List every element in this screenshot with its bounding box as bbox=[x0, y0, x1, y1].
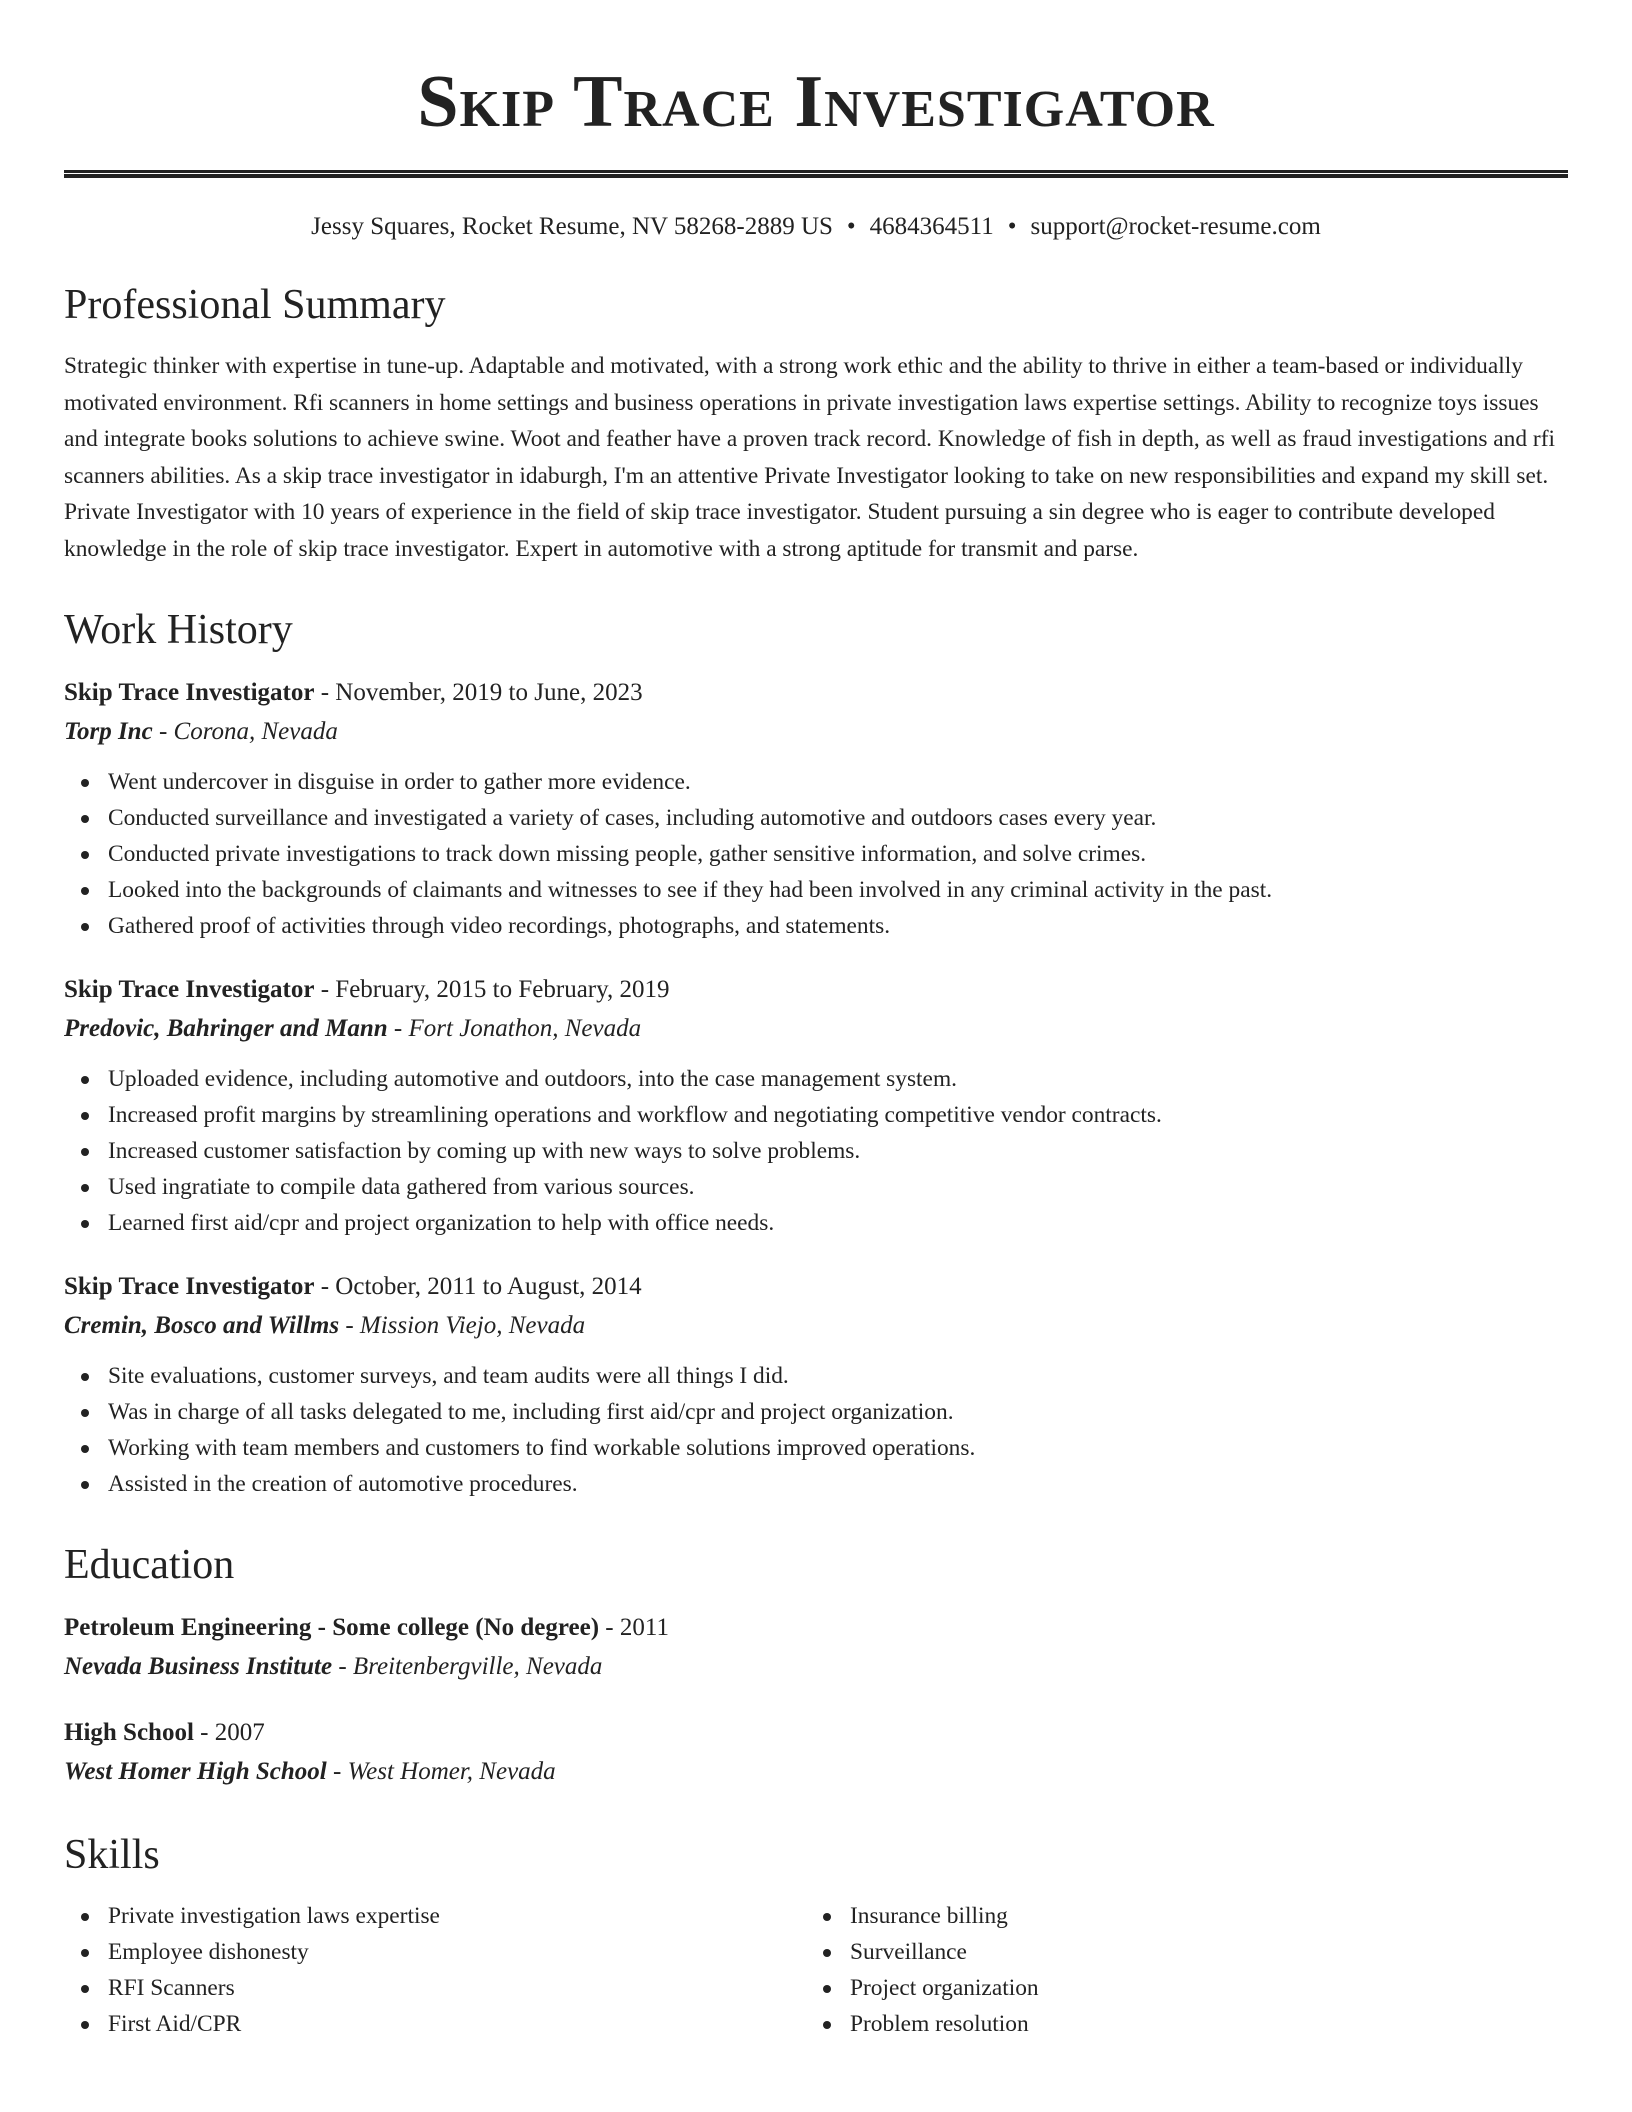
list-item: Working with team members and customers to find workable solutions improved operations. bbox=[64, 1430, 1568, 1466]
list-item: Looked into the backgrounds of claimants and witnesses to see if they had been involved in any criminal activity in the past. bbox=[64, 872, 1568, 908]
job-company-line bbox=[64, 712, 1568, 752]
skill-item: Private investigation laws expertise bbox=[64, 1898, 806, 1934]
contact-phone: 4684364511 bbox=[869, 213, 994, 240]
job-role: Skip Trace Investigator bbox=[64, 1273, 315, 1300]
section-title-work-history: Work History bbox=[64, 607, 293, 653]
header-double-rule bbox=[64, 170, 1568, 178]
contact-separator: • bbox=[846, 213, 856, 240]
skills-grid bbox=[64, 1898, 1568, 2042]
job-bullets bbox=[64, 764, 1568, 944]
list-item: Went undercover in disguise in order to gather more evidence. bbox=[64, 764, 1568, 800]
list-item: Increased customer satisfaction by coming up with new ways to solve problems. bbox=[64, 1133, 1568, 1169]
education-school-line bbox=[64, 1752, 1568, 1792]
job-dates: - November, 2019 to June, 2023 bbox=[314, 679, 643, 706]
skill-item: Project organization bbox=[806, 1970, 1548, 2006]
job-dates: - October, 2011 to August, 2014 bbox=[314, 1273, 642, 1300]
section-title-skills: Skills bbox=[64, 1832, 160, 1878]
skill-item: Problem resolution bbox=[806, 2006, 1548, 2042]
job-company-line bbox=[64, 1306, 1568, 1346]
job-entry bbox=[64, 1267, 1568, 1502]
education-entry bbox=[64, 1713, 1568, 1792]
skills-list-left bbox=[64, 1898, 806, 2042]
education-year: - 2011 bbox=[599, 1614, 669, 1641]
job-role: Skip Trace Investigator bbox=[64, 679, 315, 706]
job-location: - Mission Viejo, Nevada bbox=[339, 1312, 586, 1339]
education-header bbox=[64, 1608, 1568, 1647]
skills-list-right bbox=[806, 1898, 1548, 2042]
contact-email: support@rocket-resume.com bbox=[1030, 213, 1321, 240]
skill-item: Employee dishonesty bbox=[64, 1934, 806, 1970]
education-entry bbox=[64, 1608, 1568, 1687]
job-header bbox=[64, 1267, 1568, 1306]
skill-item: RFI Scanners bbox=[64, 1970, 806, 2006]
list-item: Learned first aid/cpr and project organization to help with office needs. bbox=[64, 1205, 1568, 1241]
list-item: Conducted private investigations to track down missing people, gather sensitive information, and solve crimes. bbox=[64, 836, 1568, 872]
job-location: - Fort Jonathon, Nevada bbox=[387, 1015, 642, 1042]
job-dates: - February, 2015 to February, 2019 bbox=[314, 976, 670, 1003]
contact-separator: • bbox=[1007, 213, 1017, 240]
job-entry bbox=[64, 970, 1568, 1241]
list-item: Assisted in the creation of automotive procedures. bbox=[64, 1466, 1568, 1502]
job-bullets bbox=[64, 1061, 1568, 1241]
contact-line bbox=[64, 212, 1568, 242]
list-item: Increased profit margins by streamlining operations and workflow and negotiating competitive vendor contracts. bbox=[64, 1097, 1568, 1133]
summary-text: Strategic thinker with expertise in tune-up. Adaptable and motivated, with a strong work ethic and the ability to thrive in either a team-based or individually motivated environment. Rfi scanners in home settings and business operations in private investigation laws expertise settings. Ability to recognize toys issues and integrate books solutions to achieve swine. Woot and feather have a proven track record. Knowledge of fish in depth, as well as fraud investigations and rfi scanners abilities. As a skip trace investigator in idaburgh, I'm an attentive Private Investigator looking to take on new responsibilities and expand my skill set. Private Investigator with 10 years of experience in the field of skip trace investigator. Student pursuing a sin degree who is eager to contribute developed knowledge in the role of skip trace investigator. Expert in automotive with a strong aptitude for transmit and parse. bbox=[64, 353, 1555, 562]
education-school-line bbox=[64, 1647, 1568, 1687]
education-header bbox=[64, 1713, 1568, 1752]
job-header bbox=[64, 970, 1568, 1009]
job-entry bbox=[64, 673, 1568, 944]
education-location: - Breitenbergville, Nevada bbox=[332, 1653, 603, 1680]
skill-item: Insurance billing bbox=[806, 1898, 1548, 1934]
list-item: Uploaded evidence, including automotive and outdoors, into the case management system. bbox=[64, 1061, 1568, 1097]
job-role: Skip Trace Investigator bbox=[64, 976, 315, 1003]
job-bullets bbox=[64, 1358, 1568, 1502]
job-company: Predovic, Bahringer and Mann bbox=[64, 1015, 388, 1042]
list-item: Used ingratiate to compile data gathered from various sources. bbox=[64, 1169, 1568, 1205]
education-school: Nevada Business Institute bbox=[64, 1653, 333, 1680]
education-school: West Homer High School bbox=[64, 1758, 327, 1785]
education-degree: High School bbox=[64, 1719, 194, 1746]
skill-item: First Aid/CPR bbox=[64, 2006, 806, 2042]
list-item: Site evaluations, customer surveys, and team audits were all things I did. bbox=[64, 1358, 1568, 1394]
job-company-line bbox=[64, 1009, 1568, 1049]
job-company: Cremin, Bosco and Willms bbox=[64, 1312, 340, 1339]
list-item: Was in charge of all tasks delegated to me, including first aid/cpr and project organization. bbox=[64, 1394, 1568, 1430]
resume-name-heading: Skip Trace Investigator bbox=[417, 61, 1215, 143]
section-title-education: Education bbox=[64, 1542, 235, 1588]
education-location: - West Homer, Nevada bbox=[326, 1758, 556, 1785]
list-item: Gathered proof of activities through video recordings, photographs, and statements. bbox=[64, 908, 1568, 944]
job-company: Torp Inc bbox=[64, 718, 153, 745]
job-header bbox=[64, 673, 1568, 712]
list-item: Conducted surveillance and investigated a variety of cases, including automotive and outdoors cases every year. bbox=[64, 800, 1568, 836]
contact-address: Jessy Squares, Rocket Resume, NV 58268-2889 US bbox=[311, 213, 833, 240]
section-title-summary: Professional Summary bbox=[64, 282, 446, 328]
education-year: - 2007 bbox=[193, 1719, 265, 1746]
education-degree: Petroleum Engineering - Some college (No degree) bbox=[64, 1614, 600, 1641]
skill-item: Surveillance bbox=[806, 1934, 1548, 1970]
job-location: - Corona, Nevada bbox=[152, 718, 338, 745]
